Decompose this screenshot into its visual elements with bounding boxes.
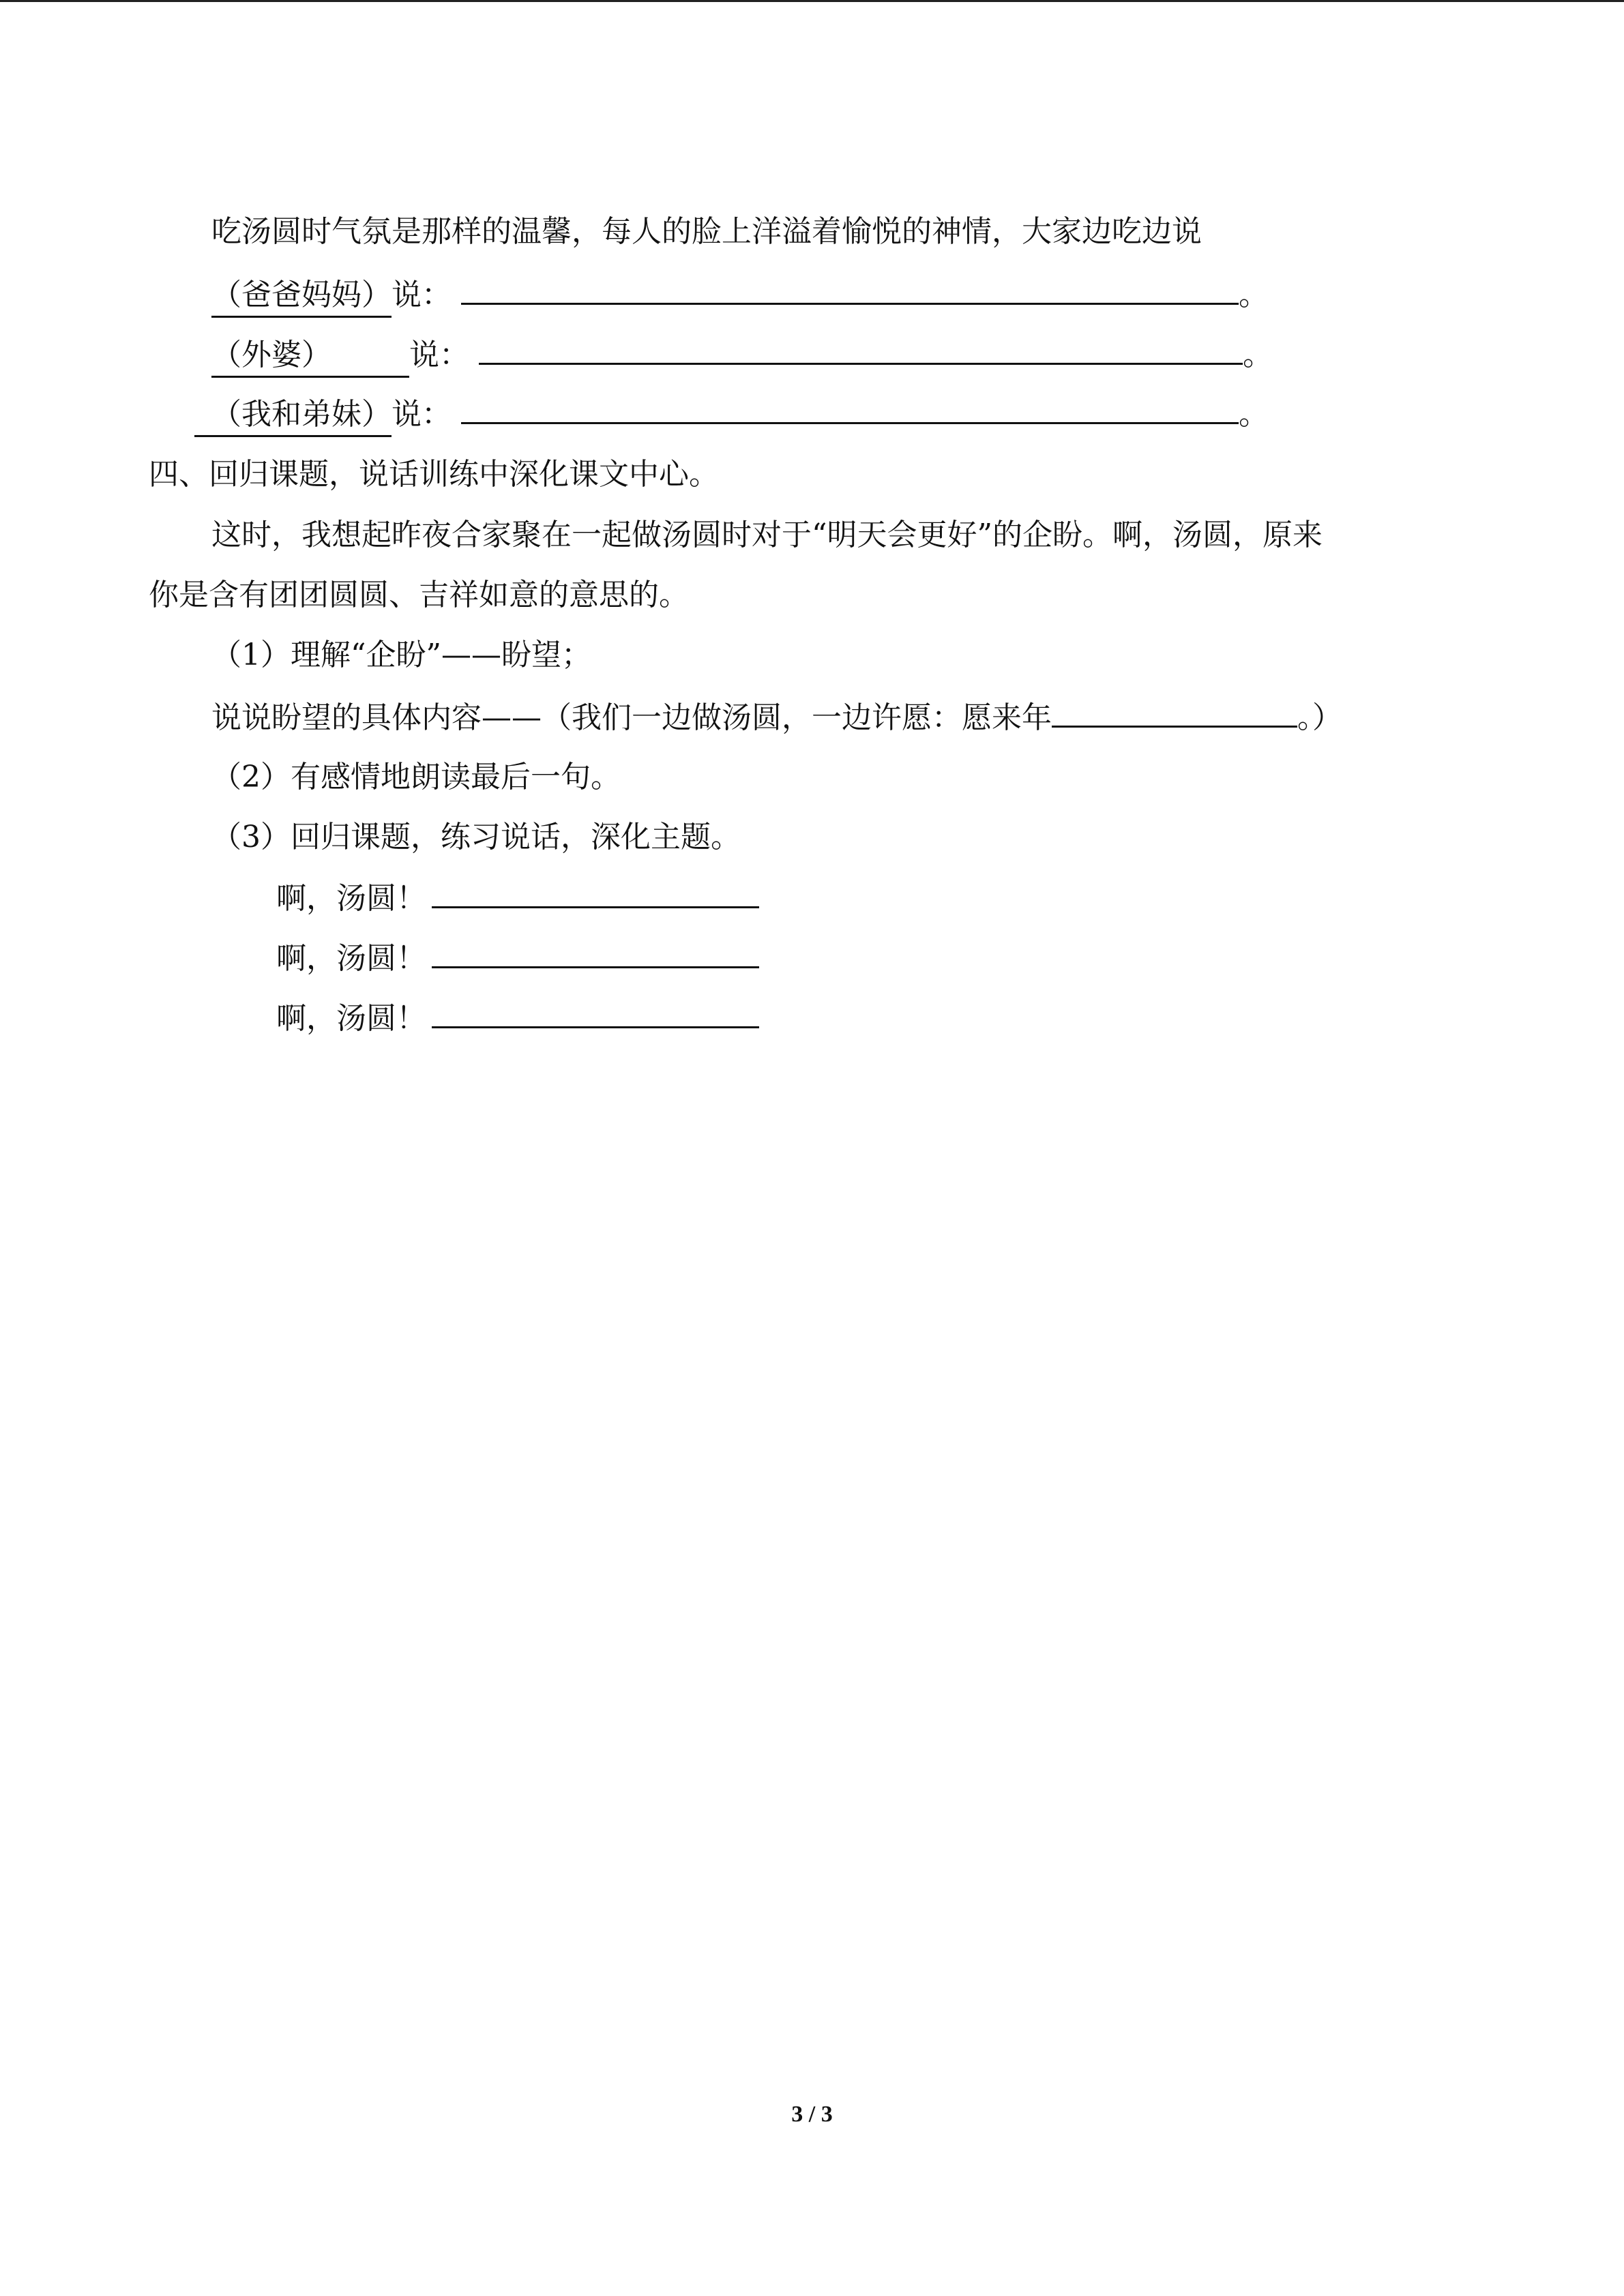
speaker-said: 说： — [392, 278, 452, 312]
speaker-said: 说： — [409, 338, 469, 372]
answer-blank-siblings[interactable] — [461, 392, 1239, 424]
exclaim-line-2 — [276, 936, 759, 979]
answer-blank-parents[interactable] — [461, 273, 1239, 305]
speaker-end: 。 — [1243, 338, 1273, 372]
exclaim-blank[interactable] — [432, 996, 759, 1028]
speaker-name-siblings: （我和弟妹） — [194, 394, 392, 437]
wish-blank[interactable] — [1052, 696, 1297, 728]
speaker-line-siblings — [194, 392, 1269, 437]
para-line-2: 你是含有团团圆圆、吉祥如意的意思的。 — [149, 578, 689, 612]
section4-title: 四、回归课题，说话训练中深化课文中心。 — [149, 457, 719, 492]
speaker-line-grandma — [211, 333, 1273, 378]
speaker-said: 说： — [392, 397, 452, 432]
exclaim-blank[interactable] — [432, 936, 759, 968]
wish-prefix: 说说盼望的具体内容——（我们一边做汤圆，一边许愿：愿来年 — [211, 700, 1052, 735]
page-number: 3 / 3 — [791, 2102, 833, 2127]
item-1: （1）理解“企盼”——盼望； — [211, 638, 591, 672]
exclaim-text: 啊，汤圆！ — [276, 1001, 426, 1036]
exclaim-line-3 — [276, 996, 759, 1039]
exclaim-text: 啊，汤圆！ — [276, 881, 426, 916]
exclaim-text: 啊，汤圆！ — [276, 941, 426, 976]
speaker-line-parents — [211, 273, 1269, 318]
wish-suffix: 。） — [1297, 700, 1342, 735]
speaker-end: 。 — [1239, 397, 1269, 432]
para-line-1: 这时，我想起昨夜合家聚在一起做汤圆时对于“明天会更好”的企盼。啊，汤圆，原来 — [211, 518, 1323, 552]
answer-blank-grandma[interactable] — [479, 333, 1243, 365]
speaker-name-grandma: （外婆） — [211, 335, 409, 378]
item-2: （2）有感情地朗读最后一句。 — [211, 760, 621, 794]
intro-line: 吃汤圆时气氛是那样的温馨，每人的脸上洋溢着愉悦的神情，大家边吃边说 — [211, 214, 1202, 249]
speaker-name-parents: （爸爸妈妈） — [211, 275, 392, 318]
speaker-end: 。 — [1239, 278, 1269, 312]
exclaim-blank[interactable] — [432, 876, 759, 908]
exclaim-line-1 — [276, 876, 759, 919]
top-border — [0, 0, 1624, 2]
wish-line — [211, 696, 1342, 739]
item-3: （3）回归课题，练习说话，深化主题。 — [211, 820, 741, 854]
